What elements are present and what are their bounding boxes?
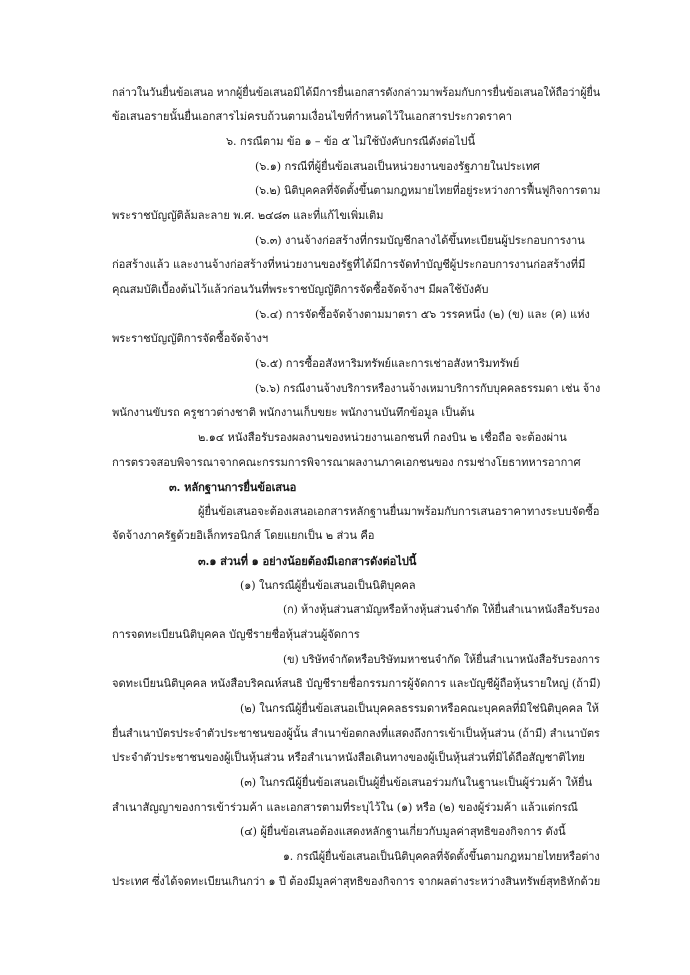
text-line: ประเทศ ซึ่งได้จดทะเบียนเกินกว่า ๑ ปี ต้องมีมูลค่าสุทธิของกิจการ จากผลต่างระหว่างสินทรัพย์สุทธิหักด้วย [112, 875, 601, 888]
text-line: (ข) บริษัทจำกัดหรือบริษัทมหาชนจำกัด ให้ยื่นสำเนาหนังสือรับรองการ [283, 653, 600, 666]
text-line: พระราชบัญญัติการจัดซื้อจัดจ้างฯ [112, 332, 269, 345]
text-line: การจดทะเบียนนิติบุคคล บัญชีรายชื่อหุ้นส่วนผู้จัดการ [112, 628, 360, 641]
text-line: (๖.๕) การซื้ออสังหาริมทรัพย์และการเช่าอสังหาริมทรัพย์ [255, 357, 520, 370]
text-line: พนักงานขับรถ ครูชาวต่างชาติ พนักงานเก็บขยะ พนักงานบันทึกข้อมูล เป็นต้น [112, 406, 475, 419]
text-line: จัดจ้างภาครัฐด้วยอิเล็กทรอนิกส์ โดยแยกเป็น ๒ ส่วน คือ [112, 529, 375, 542]
text-line: (๔) ผู้ยื่นข้อเสนอต้องแสดงหลักฐานเกี่ยวกับมูลค่าสุทธิของกิจการ ดังนี้ [240, 825, 566, 838]
text-line: (๖.๑) กรณีที่ผู้ยื่นข้อเสนอเป็นหน่วยงานของรัฐภายในประเทศ [255, 160, 540, 173]
text-line: (๖.๔) การจัดซื้อจัดจ้างตามมาตรา ๕๖ วรรคหนึ่ง (๒) (ข) และ (ค) แห่ง [255, 308, 590, 321]
text-line: คุณสมบัติเบื้องต้นไว้แล้วก่อนวันที่พระราชบัญญัติการจัดซื้อจัดจ้างฯ มีผลใช้บังคับ [112, 283, 489, 296]
section-heading: ๓. หลักฐานการยื่นข้อเสนอ [169, 480, 297, 494]
text-line: พระราชบัญญัติล้มละลาย พ.ศ. ๒๔๘๓ และที่แก้ไขเพิ่มเติม [112, 209, 384, 222]
text-line: ข้อเสนอรายนั้นยื่นเอกสารไม่ครบถ้วนตามเงื่อนไขที่กำหนดไว้ในเอกสารประกวดราคา [112, 110, 512, 123]
text-line: กล่าวในวันยื่นข้อเสนอ หากผู้ยื่นข้อเสนอมิได้มีการยื่นเอกสารดังกล่าวมาพร้อมกับการยื่นข้อเสนอให้ถือว่าผู้ยื่น [112, 86, 600, 99]
text-line: ผู้ยื่นข้อเสนอจะต้องเสนอเอกสารหลักฐานยื่นมาพร้อมกับการเสนอราคาทางระบบจัดซื้อ [198, 505, 600, 518]
text-line: การตรวจสอบพิจารณาจากคณะกรรมการพิจารณาผลงานภาคเอกชนของ กรมช่างโยธาทหารอากาศ [112, 456, 581, 469]
text-line: จดทะเบียนนิติบุคคล หนังสือบริคณห์สนธิ บัญชีรายชื่อกรรมการผู้จัดการ และบัญชีผู้ถือหุ้นรายใหญ่ (ถ้ามี) [112, 677, 601, 690]
text-line: ๖. กรณีตาม ข้อ ๑ – ข้อ ๕ ไม่ใช้บังคับกรณีดังต่อไปนี้ [226, 135, 475, 148]
text-line: (๖.๓) งานจ้างก่อสร้างที่กรมบัญชีกลางได้ขึ้นทะเบียนผู้ประกอบการงาน [255, 234, 585, 247]
text-line: (๑) ในกรณีผู้ยื่นข้อเสนอเป็นนิติบุคคล [240, 579, 416, 592]
text-line: (๓) ในกรณีผู้ยื่นข้อเสนอเป็นผู้ยื่นข้อเสนอร่วมกันในฐานะเป็นผู้ร่วมค้า ให้ยื่น [240, 776, 593, 789]
text-line: (๖.๒) นิติบุคคลที่จัดตั้งขึ้นตามกฎหมายไทยที่อยู่ระหว่างการฟื้นฟูกิจการตาม [255, 184, 601, 197]
text-line: ยื่นสำเนาบัตรประจำตัวประชาชนของผู้นั้น สำเนาข้อตกลงที่แสดงถึงการเข้าเป็นหุ้นส่วน (ถ้ามี) สำเนาบัตร [112, 727, 600, 740]
text-line: สำเนาสัญญาของการเข้าร่วมค้า และเอกสารตามที่ระบุไว้ใน (๑) หรือ (๒) ของผู้ร่วมค้า แล้วแต่กรณี [112, 801, 578, 814]
text-line: ก่อสร้างแล้ว และงานจ้างก่อสร้างที่หน่วยงานของรัฐที่ได้มีการจัดทำบัญชีผู้ประกอบการงานก่อสร้างที่มี [112, 258, 586, 271]
text-line: ๑. กรณีผู้ยื่นข้อเสนอเป็นนิติบุคคลที่จัดตั้งขึ้นตามกฎหมายไทยหรือต่าง [283, 850, 600, 863]
text-line: ประจำตัวประชาชนของผู้เป็นหุ้นส่วน หรือสำเนาหนังสือเดินทางของผู้เป็นหุ้นส่วนที่มิได้ถือสัญชาติไทย [112, 751, 585, 764]
text-line: (ก) ห้างหุ้นส่วนสามัญหรือห้างหุ้นส่วนจำกัด ให้ยื่นสำเนาหนังสือรับรอง [283, 603, 600, 616]
text-line: (๒) ในกรณีผู้ยื่นข้อเสนอเป็นบุคคลธรรมดาหรือคณะบุคคลที่มิใช่นิติบุคคล ให้ [240, 702, 599, 715]
subsection-heading: ๓.๑ ส่วนที่ ๑ อย่างน้อยต้องมีเอกสารดังต่อไปนี้ [198, 554, 417, 568]
text-line: ๒.๑๔ หนังสือรับรองผลงานของหน่วยงานเอกชนที่ กองบิน ๒ เชื่อถือ จะต้องผ่าน [198, 431, 567, 444]
text-line: (๖.๖) กรณีงานจ้างบริการหรืองานจ้างเหมาบริการกับบุคคลธรรมดา เช่น จ้าง [255, 382, 601, 395]
